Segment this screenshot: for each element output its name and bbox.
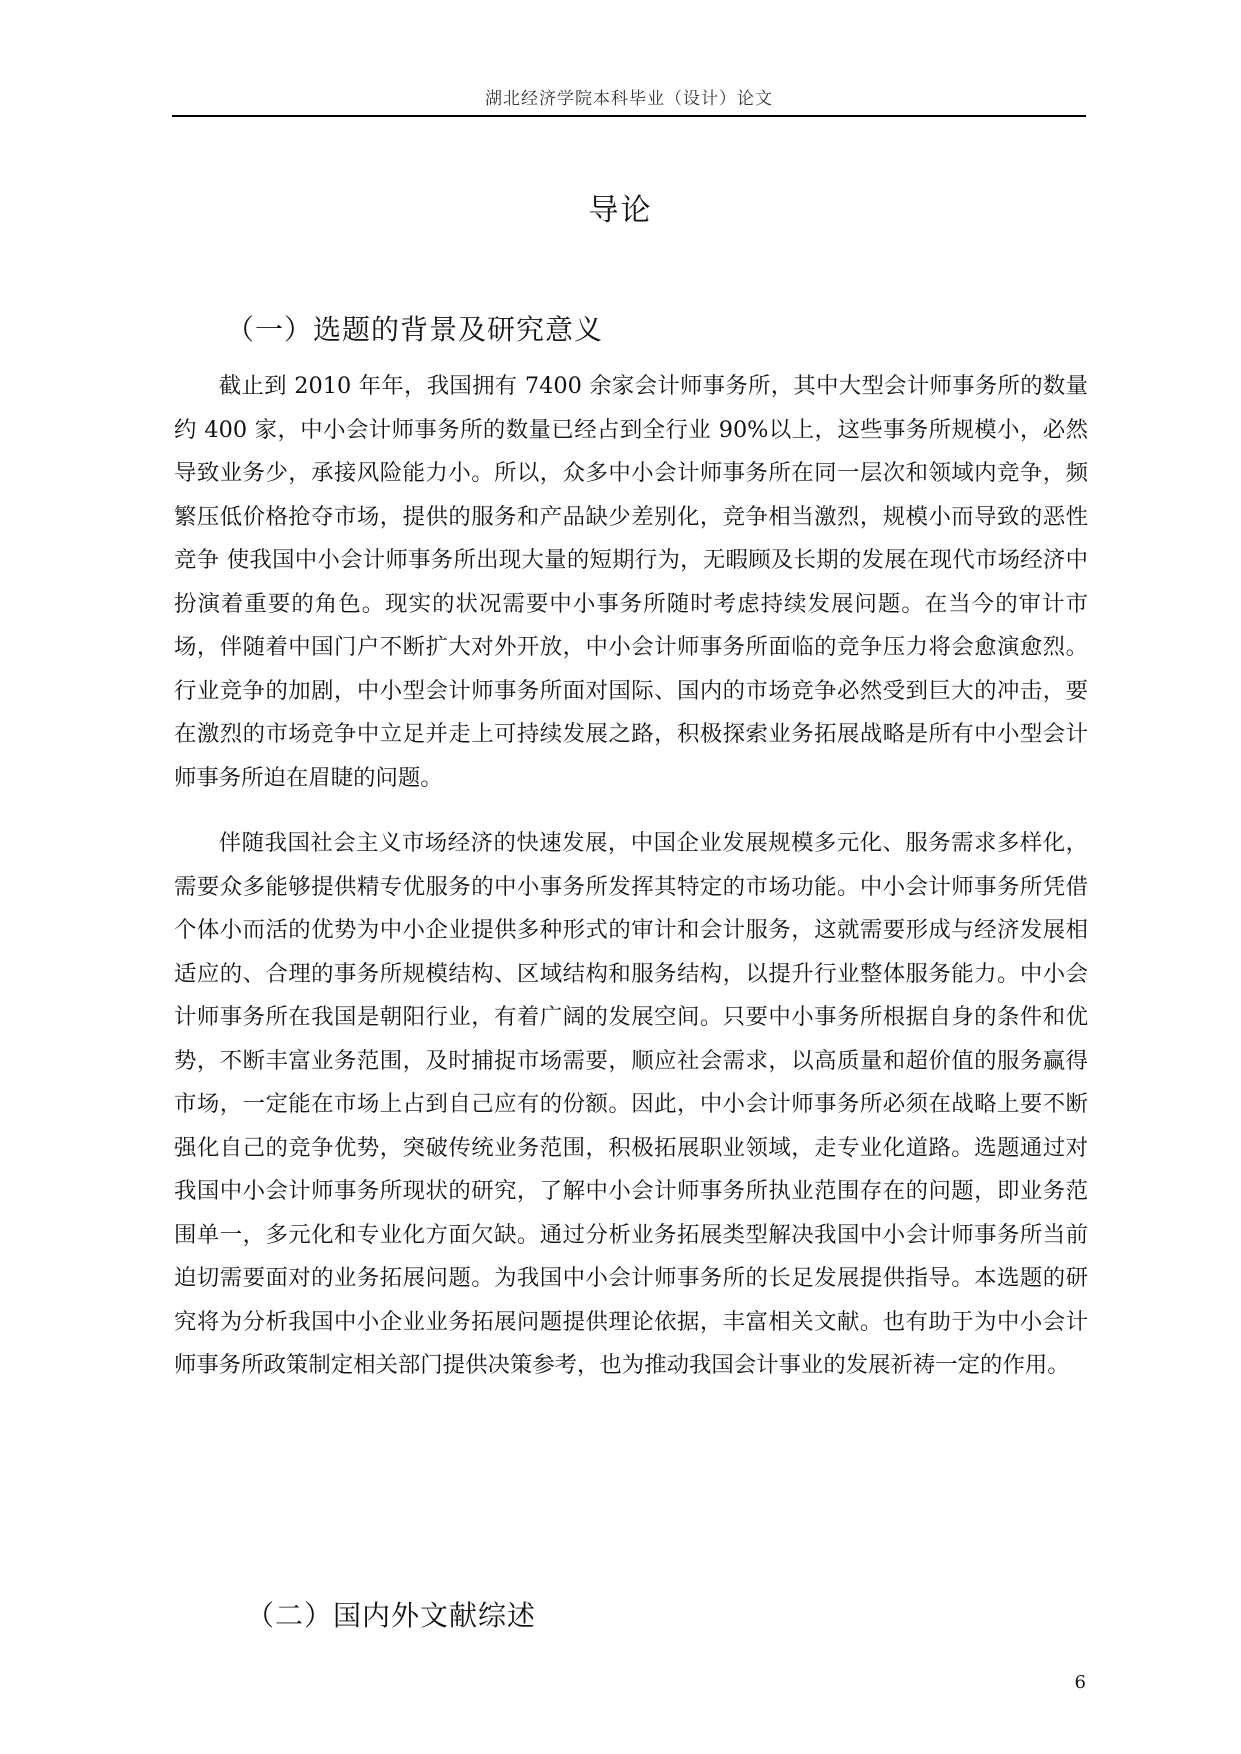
body-paragraph-2: 伴随我国社会主义市场经济的快速发展，中国企业发展规模多元化、服务需求多样化，需要众多能够提供精专优服务的中小事务所发挥其特定的市场功能。中小会计师事务所凭借个体小而活的优势为中小企业提供多种形式的审计和会计服务，这就需要形成与经济发展相适应的、合理的事务所规模结构、区域结构和服务结构，以提升行业整体服务能力。中小会计师事务所在我国是朝阳行业，有着广阔的发展空间。只要中小事务所根据自身的条件和优势，不断丰富业务范围，及时捕捉市场需要，顺应社会需求，以高质量和超价值的服务赢得市场，一定能在市场上占到自己应有的份额。因此，中小会计师事务所必须在战略上要不断强化自己的竞争优势，突破传统业务范围，积极拓展职业领域，走专业化道路。选题通过对我国中小会计师事务所现状的研究，了解中小会计师事务所执业范围存在的问题，即业务范围单一，多元化和专业化方面欠缺。通过分析业务拓展类型解决我国中小会计师事务所当前迫切需要面对的业务拓展问题。为我国中小会计师事务所的长足发展提供指导。本选题的研究将为分析我国中小企业业务拓展问题提供理论依据，丰富相关文献。也有助于为中小会计师事务所政策制定相关部门提供决策参考，也为推动我国会计事业的发展祈祷一定的作用。 [174,830,1088,1378]
body-paragraph-1: 截止到 2010 年年，我国拥有 7400 余家会计师事务所，其中大型会计师事务所的数量约 400 家，中小会计师事务所的数量已经占到全行业 90%以上，这些事务所规模小，必然导致业务少，承接风险能力小。所以，众多中小会计师事务所在同一层次和领域内竞争，频繁压低价格抢夺市场，提供的服务和产品缺少差别化，竞争相当激烈，规模小而导致的恶性竞争 使我国中小会计师事务所出现大量的短期行为，无暇顾及长期的发展在现代市场经济中扮演着重要的角色。现实的状况需要中小事务所随时考虑持续发展问题。在当今的审计市场，伴随着中国门户不断扩大对外开放，中小会计师事务所面临的竞争压力将会愈演愈烈。行业竞争的加剧，中小型会计师事务所面对国际、国内的市场竞争必然受到巨大的冲击，要在激烈的市场竞争中立足并走上可持续发展之路，积极探索业务拓展战略是所有中小型会计师事务所迫在眉睫的问题。 [174,373,1088,791]
header-rule [172,115,1086,117]
section-heading-literature-review: （二）国内外文献综述 [246,1599,537,1632]
running-header: 湖北经济学院本科毕业（设计）论文 [485,89,773,109]
page-number: 6 [1074,1672,1086,1693]
chapter-title: 导论 [588,193,653,228]
section-heading-background: （一）选题的背景及研究意义 [226,313,604,346]
